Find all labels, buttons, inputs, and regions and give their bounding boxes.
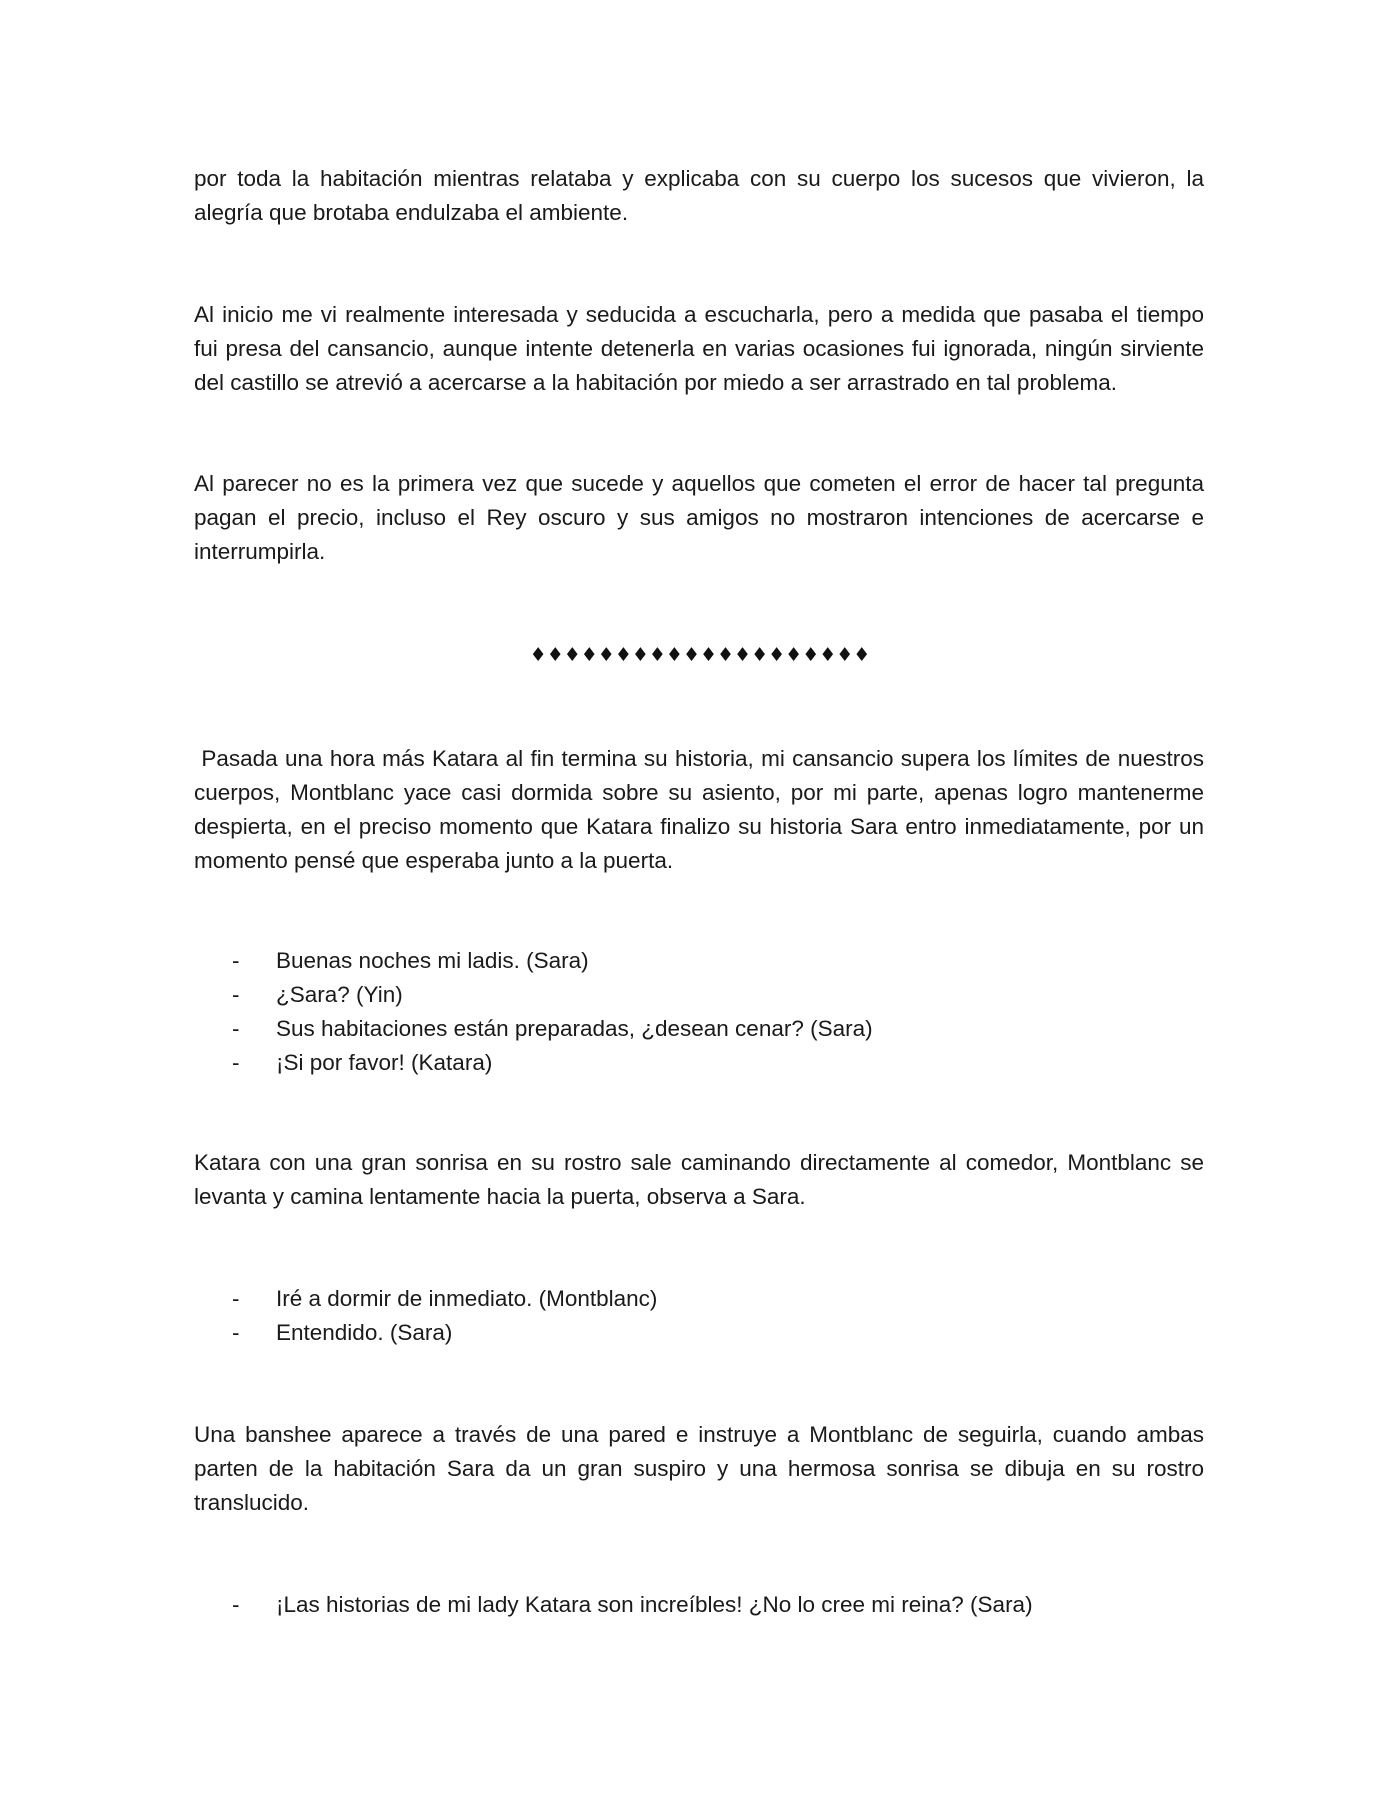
dialogue-text: Buenas noches mi ladis. (Sara) — [276, 948, 589, 973]
paragraph-5: Katara con una gran sonrisa en su rostro sale caminando directamente al comedor, Montblanc se levanta y camina lentamente hacia la puerta, observa a Sara. — [194, 1150, 1204, 1209]
dash-marker: - — [232, 1016, 240, 1041]
dash-marker: - — [232, 1286, 240, 1311]
dialogue-list-2 — [232, 1282, 1132, 1350]
dialogue-text: ¡Las historias de mi lady Katara son increíbles! ¿No lo cree mi reina? (Sara) — [276, 1592, 1033, 1617]
dialogue-text: Entendido. (Sara) — [276, 1320, 453, 1345]
dialogue-list-1 — [232, 944, 1132, 1080]
paragraph-2: Al inicio me vi realmente interesada y seducida a escucharla, pero a medida que pasaba el tiempo fui presa del cansancio, aunque intente detenerla en varias ocasiones fui ignorada, ningún sirviente del castillo se atrevió a acercarse a la habitación por miedo a ser arrastrado en tal problema. — [194, 302, 1204, 395]
dialogue-line — [232, 1012, 1132, 1046]
dash-marker: - — [232, 1050, 240, 1075]
dialogue-line — [232, 1282, 1132, 1316]
dialogue-line — [232, 944, 1132, 978]
paragraph-1: por toda la habitación mientras relataba y explicaba con su cuerpo los sucesos que vivieron, la alegría que brotaba endulzaba el ambiente. — [194, 166, 1204, 225]
dash-marker: - — [232, 1592, 240, 1617]
section-divider: ♦♦♦♦♦♦♦♦♦♦♦♦♦♦♦♦♦♦♦♦ — [529, 644, 871, 666]
paragraph-3: Al parecer no es la primera vez que sucede y aquellos que cometen el error de hacer tal pregunta pagan el precio, incluso el Rey oscuro y sus amigos no mostraron intenciones de acercarse e interrumpirla. — [194, 471, 1204, 564]
dialogue-text: Sus habitaciones están preparadas, ¿desean cenar? (Sara) — [276, 1016, 873, 1041]
paragraph-4: Pasada una hora más Katara al fin termina su historia, mi cansancio supera los límites de nuestros cuerpos, Montblanc yace casi dormida sobre su asiento, por mi parte, apenas logro mantenerme despierta, en el preciso momento que Katara finalizo su historia Sara entro inmediatamente, por un momento pensé que esperaba junto a la puerta. — [194, 746, 1211, 873]
dialogue-line — [232, 1588, 1132, 1622]
dialogue-text: ¿Sara? (Yin) — [276, 982, 403, 1007]
dash-marker: - — [232, 948, 240, 973]
dialogue-line — [232, 1316, 1132, 1350]
paragraph-6: Una banshee aparece a través de una pared e instruye a Montblanc de seguirla, cuando ambas parten de la habitación Sara da un gran suspiro y una hermosa sonrisa se dibuja en su rostro translucido. — [194, 1422, 1204, 1515]
dialogue-line — [232, 1046, 1132, 1080]
dialogue-list-3 — [232, 1588, 1132, 1622]
dialogue-text: ¡Si por favor! (Katara) — [276, 1050, 493, 1075]
dialogue-line — [232, 978, 1132, 1012]
dialogue-text: Iré a dormir de inmediato. (Montblanc) — [276, 1286, 658, 1311]
dash-marker: - — [232, 1320, 240, 1345]
dash-marker: - — [232, 982, 240, 1007]
